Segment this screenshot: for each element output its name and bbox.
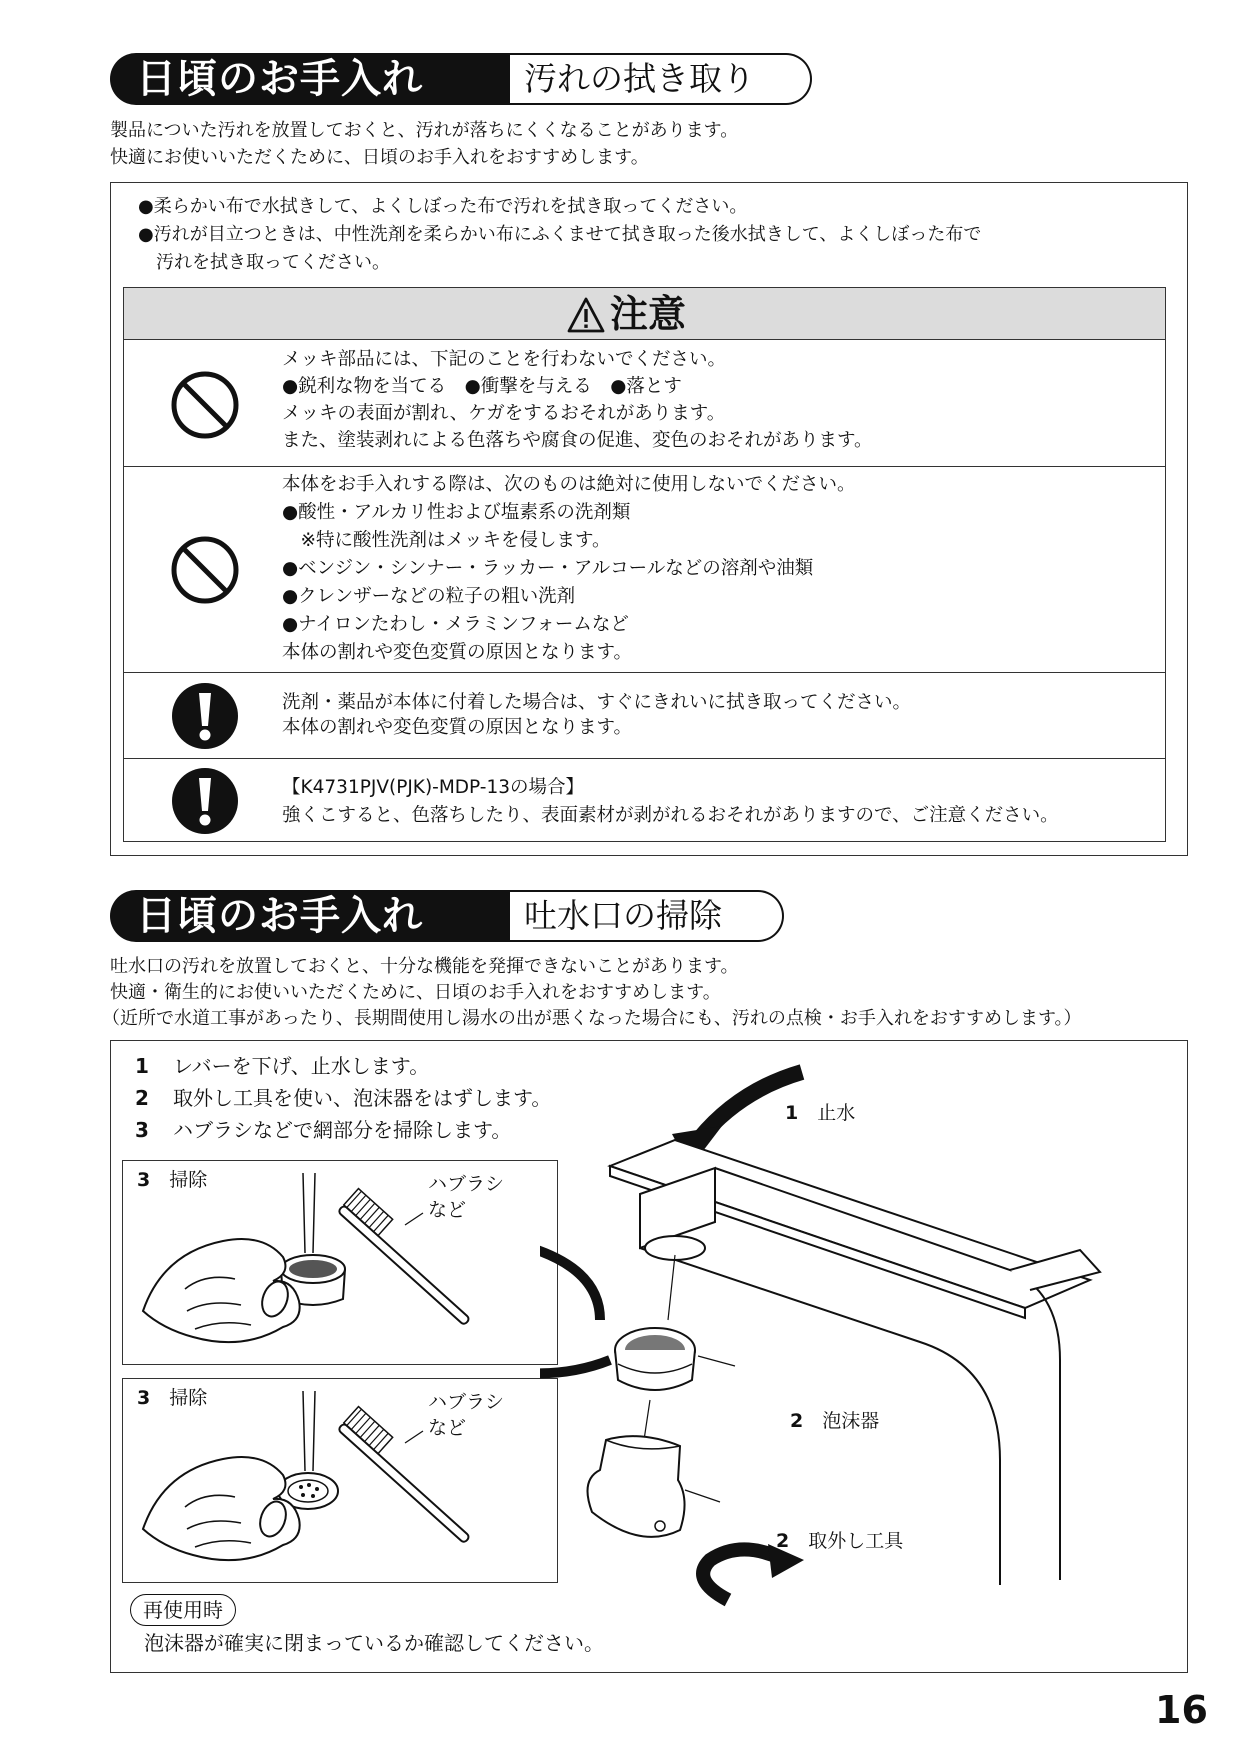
removal-tool-number: 2 <box>776 1530 790 1552</box>
step-1 <box>135 1050 429 1082</box>
section1-intro-line-1: 製品についた汚れを放置しておくと、汚れが落ちにくくなることがあります。 <box>110 120 739 141</box>
hand-cleaning-mesh-illustration <box>123 1161 557 1364</box>
illus-a-label: 掃除 <box>169 1169 208 1191</box>
caution-title: 注意 <box>610 292 687 336</box>
stop-water-callout <box>785 1100 855 1126</box>
caution-row-3 <box>124 672 1165 759</box>
mandatory-exclamation-icon <box>170 766 240 836</box>
illus-a-number: 3 <box>137 1169 151 1191</box>
section1-heading <box>110 53 810 105</box>
step-2-text: 取外し工具を使い、泡沫器をはずします。 <box>173 1086 552 1110</box>
step-3 <box>135 1114 511 1146</box>
caution-row-4-line-1: 【K4731PJV(PJK)-MDP-13の場合】 <box>282 777 585 798</box>
section2-intro-line-1: 吐水口の汚れを放置しておくと、十分な機能を発揮できないことがあります。 <box>110 956 739 977</box>
step-3-text: ハブラシなどで網部分を掃除します。 <box>173 1118 512 1142</box>
stop-water-label: 止水 <box>817 1102 856 1124</box>
removal-tool-callout <box>776 1528 903 1554</box>
caution-table <box>123 287 1166 842</box>
caution-header <box>124 288 1165 340</box>
step-2 <box>135 1082 551 1114</box>
step-2-number: 2 <box>135 1086 149 1110</box>
reuse-text: 泡沫器が確実に閉まっているか確認してください。 <box>144 1631 604 1655</box>
caution-row-1-line-1: メッキ部品には、下記のことを行わないでください。 <box>282 349 727 370</box>
section1-heading-subtitle: 汚れの拭き取り <box>510 53 812 105</box>
caution-row-2-line-5: ●クレンザーなどの粒子の粗い洗剤 <box>282 586 576 607</box>
stop-water-number: 1 <box>785 1102 799 1124</box>
cleaning-illustration-b <box>122 1378 558 1583</box>
section2-heading-subtitle: 吐水口の掃除 <box>510 890 784 942</box>
caution-row-1-line-4: また、塗装剥れによる色落ちや腐食の促進、変色のおそれがあります。 <box>282 430 873 451</box>
hand-cleaning-aerator-illustration <box>123 1379 557 1582</box>
caution-row-4 <box>124 758 1165 843</box>
illus-a-tool-1: ハブラシ <box>428 1173 505 1195</box>
step-1-text: レバーを下げ、止水します。 <box>173 1054 430 1078</box>
section2-intro-line-2: 快適・衛生的にお使いいただくために、日頃のお手入れをおすすめします。 <box>110 982 721 1003</box>
section1-box-line-3: 汚れを拭き取ってください。 <box>138 252 390 273</box>
section2-heading <box>110 890 810 942</box>
section1-intro-line-2: 快適にお使いいただくために、日頃のお手入れをおすすめします。 <box>110 147 649 168</box>
illus-b-label: 掃除 <box>169 1387 208 1409</box>
prohibited-icon <box>170 370 240 440</box>
illus-b-tool-1: ハブラシ <box>428 1391 505 1413</box>
caution-row-3-line-2: 本体の割れや変色変質の原因となります。 <box>282 717 633 738</box>
prohibited-icon <box>170 535 240 605</box>
aerator-number: 2 <box>790 1410 804 1432</box>
mandatory-exclamation-icon <box>170 681 240 751</box>
aerator-label: 泡沫器 <box>822 1410 880 1432</box>
caution-row-2-line-7: 本体の割れや変色変質の原因となります。 <box>282 642 633 663</box>
illus-b-tool-2: など <box>428 1417 467 1439</box>
removal-tool-label: 取外し工具 <box>808 1530 904 1552</box>
caution-row-1 <box>124 340 1165 466</box>
page-number: 16 <box>1155 1688 1208 1732</box>
step-1-number: 1 <box>135 1054 149 1078</box>
caution-row-1-line-2: ●鋭利な物を当てる ●衝撃を与える ●落とす <box>282 376 682 397</box>
step-3-number: 3 <box>135 1118 149 1142</box>
section1-box-line-1: ●柔らかい布で水拭きして、よくしぼった布で汚れを拭き取ってください。 <box>138 196 748 217</box>
reuse-badge: 再使用時 <box>130 1594 236 1626</box>
caution-row-2-line-3: ※特に酸性洗剤はメッキを侵します。 <box>282 530 611 551</box>
illus-a-tool-2: など <box>428 1199 467 1221</box>
caution-row-2-line-2: ●酸性・アルカリ性および塩素系の洗剤類 <box>282 502 631 523</box>
caution-row-3-line-1: 洗剤・薬品が本体に付着した場合は、すぐにきれいに拭き取ってください。 <box>282 692 912 713</box>
section2-heading-title: 日頃のお手入れ <box>110 890 510 942</box>
section1-heading-title: 日頃のお手入れ <box>110 53 510 105</box>
caution-row-2-line-4: ●ベンジン・シンナー・ラッカー・アルコールなどの溶剤や油類 <box>282 558 814 579</box>
cleaning-illustration-a <box>122 1160 558 1365</box>
warning-triangle-icon <box>566 296 606 334</box>
caution-row-2 <box>124 466 1165 673</box>
illus-b-number: 3 <box>137 1387 151 1409</box>
caution-row-4-line-2: 強くこすると、色落ちしたり、表面素材が剥がれるおそれがありますので、ご注意ください。 <box>282 805 1059 826</box>
section2-intro-line-3: （近所で水道工事があったり、長期間使用し湯水の出が悪くなった場合にも、汚れの点検・お手入れをおすすめします。） <box>102 1008 1082 1029</box>
caution-row-1-line-3: メッキの表面が割れ、ケガをするおそれがあります。 <box>282 403 726 424</box>
caution-row-2-line-1: 本体をお手入れする際は、次のものは絶対に使用しないでください。 <box>282 474 856 495</box>
section1-box-line-2: ●汚れが目立つときは、中性洗剤を柔らかい布にふくませて拭き取った後水拭きして、よくしぼった布で <box>138 224 982 245</box>
caution-row-2-line-6: ●ナイロンたわし・メラミンフォームなど <box>282 614 629 635</box>
aerator-callout <box>790 1408 879 1434</box>
